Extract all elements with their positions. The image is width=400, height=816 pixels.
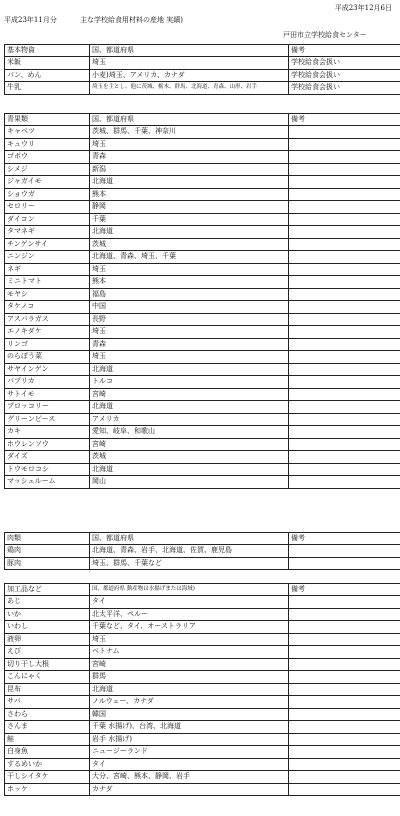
origin-cell: 埼玉 xyxy=(90,351,289,364)
item-name-cell: ネギ xyxy=(5,263,90,276)
origin-cell: 宮崎 xyxy=(90,388,289,401)
item-name-cell: パプリカ xyxy=(5,376,90,389)
item-name-cell: サバ xyxy=(5,696,90,709)
origin-cell: 埼玉 xyxy=(90,138,289,151)
origin-cell: 小麦)埼玉、アメリカ、カナダ xyxy=(90,69,289,82)
table-row xyxy=(5,608,400,621)
remarks-cell xyxy=(289,721,400,734)
remarks-cell xyxy=(289,733,400,746)
remarks-cell xyxy=(289,746,400,759)
remarks-cell xyxy=(289,557,400,570)
remarks-cell xyxy=(289,413,400,426)
item-name-cell: ジャガイモ xyxy=(5,176,90,189)
item-name-cell: グリーンピース xyxy=(5,413,90,426)
origin-cell: アメリカ xyxy=(90,413,289,426)
table-row xyxy=(5,557,400,570)
remarks-cell xyxy=(289,151,400,164)
table-row xyxy=(5,413,400,426)
origin-cell: 韓国 xyxy=(90,708,289,721)
item-name-cell: 液卵 xyxy=(5,633,90,646)
item-name-cell: こんにゃく xyxy=(5,671,90,684)
origin-cell: 埼玉、群馬、千葉など xyxy=(90,557,289,570)
item-name-cell: 鮭 xyxy=(5,733,90,746)
origin-cell: 岩手 水揚げ) xyxy=(90,733,289,746)
table-row xyxy=(5,783,400,796)
remarks-cell xyxy=(289,376,400,389)
document-date: 平成23年12月6日 xyxy=(334,4,392,12)
origin-cell: 埼玉 xyxy=(90,57,289,70)
remarks-cell xyxy=(289,301,400,314)
item-name-cell: セロリー xyxy=(5,201,90,214)
column-header: 備考 xyxy=(289,584,400,596)
item-name-cell: リンゴ xyxy=(5,338,90,351)
table-row xyxy=(5,276,400,289)
remarks-cell xyxy=(289,621,400,634)
remarks-cell xyxy=(289,451,400,464)
origin-cell: 北海道 xyxy=(90,401,289,414)
table-row xyxy=(5,82,400,95)
item-name-cell: ブロッコリー xyxy=(5,401,90,414)
table-row xyxy=(5,226,400,239)
remarks-cell: 学校給食会扱い xyxy=(289,69,400,82)
origin-cell: カナダ xyxy=(90,783,289,796)
item-name-cell: ミニトマト xyxy=(5,276,90,289)
table-row xyxy=(5,326,400,339)
remarks-cell xyxy=(289,201,400,214)
origin-cell: 岡山 xyxy=(90,476,289,489)
origin-cell: 北海道 xyxy=(90,463,289,476)
origin-cell: 宮崎 xyxy=(90,438,289,451)
produce-table xyxy=(4,113,400,489)
remarks-cell: 学校給食会扱い xyxy=(289,82,400,95)
item-name-cell: アスパラガス xyxy=(5,313,90,326)
item-name-cell: サトイモ xyxy=(5,388,90,401)
item-name-cell: サヤインゲン xyxy=(5,363,90,376)
remarks-cell xyxy=(289,126,400,139)
remarks-cell xyxy=(289,363,400,376)
remarks-cell xyxy=(289,463,400,476)
origin-cell: 茨城 xyxy=(90,451,289,464)
remarks-cell xyxy=(289,771,400,784)
origin-cell: 熊本 xyxy=(90,276,289,289)
table-row xyxy=(5,545,400,558)
table-row xyxy=(5,401,400,414)
meat-table xyxy=(4,532,400,570)
table-row xyxy=(5,301,400,314)
origin-cell: 大分、宮崎、熊本、静岡、岩手 xyxy=(90,771,289,784)
table-row xyxy=(5,746,400,759)
origin-cell: 千葉など、タイ、オーストラリア xyxy=(90,621,289,634)
item-name-cell: いか xyxy=(5,608,90,621)
table-row xyxy=(5,188,400,201)
origin-cell: 茨城、群馬、千葉、神奈川 xyxy=(90,126,289,139)
item-name-cell: キュウリ xyxy=(5,138,90,151)
remarks-cell xyxy=(289,545,400,558)
item-name-cell: ダイコン xyxy=(5,213,90,226)
remarks-cell xyxy=(289,683,400,696)
origin-cell: 埼玉 xyxy=(90,263,289,276)
document-title: 主な学校給食用材料の産地 実績) xyxy=(80,16,183,24)
origin-cell: 青森 xyxy=(90,338,289,351)
item-name-cell: 昆布 xyxy=(5,683,90,696)
table-row xyxy=(5,263,400,276)
item-name-cell: 豚肉 xyxy=(5,557,90,570)
table-row xyxy=(5,251,400,264)
item-name-cell: えび xyxy=(5,646,90,659)
origin-cell: 埼玉を主とし、他に茨城、栃木、群馬、北海道、青森、山形、岩手 xyxy=(90,82,289,95)
column-header: 国、都道府県 xyxy=(90,45,289,57)
remarks-cell xyxy=(289,351,400,364)
table-row xyxy=(5,69,400,82)
item-name-cell: あじ xyxy=(5,596,90,609)
origin-cell: ベトナム xyxy=(90,646,289,659)
issuer-name: 戸田市立学校給食センター xyxy=(283,31,367,39)
origin-cell: 北海道 xyxy=(90,176,289,189)
origin-cell: 中国 xyxy=(90,301,289,314)
origin-cell: 北海道、青森、埼玉、千葉 xyxy=(90,251,289,264)
remarks-cell xyxy=(289,658,400,671)
origin-cell: 千葉 xyxy=(90,213,289,226)
column-header: 国、都道府県 xyxy=(90,533,289,545)
remarks-cell xyxy=(289,138,400,151)
column-header: 肉類 xyxy=(5,533,90,545)
column-header: 青果類 xyxy=(5,114,90,126)
table-row xyxy=(5,683,400,696)
origin-cell: 群馬 xyxy=(90,671,289,684)
remarks-cell: 学校給食会扱い xyxy=(289,57,400,70)
origin-cell: 千葉 水揚げ)、台湾、北海道 xyxy=(90,721,289,734)
table-row xyxy=(5,696,400,709)
remarks-cell xyxy=(289,251,400,264)
item-name-cell: ニンジン xyxy=(5,251,90,264)
table-row xyxy=(5,476,400,489)
table-row xyxy=(5,438,400,451)
remarks-cell xyxy=(289,188,400,201)
remarks-cell xyxy=(289,608,400,621)
table-row xyxy=(5,463,400,476)
item-name-cell: ホウレンソウ xyxy=(5,438,90,451)
column-header: 基本物資 xyxy=(5,45,90,57)
origin-cell: 静岡 xyxy=(90,201,289,214)
origin-cell: タイ xyxy=(90,758,289,771)
item-name-cell: するめいか xyxy=(5,758,90,771)
table-row xyxy=(5,658,400,671)
table-row xyxy=(5,213,400,226)
column-header: 備考 xyxy=(289,45,400,57)
table-row xyxy=(5,596,400,609)
table-header-row xyxy=(5,584,400,596)
table-row xyxy=(5,733,400,746)
remarks-cell xyxy=(289,671,400,684)
origin-cell: トルコ xyxy=(90,376,289,389)
remarks-cell xyxy=(289,276,400,289)
item-name-cell: 米飯 xyxy=(5,57,90,70)
table-row xyxy=(5,388,400,401)
item-name-cell: エノキダケ xyxy=(5,326,90,339)
processed-foods-table xyxy=(4,583,400,796)
item-name-cell: ゴボウ xyxy=(5,151,90,164)
item-name-cell: トウモロコシ xyxy=(5,463,90,476)
item-name-cell: パン、めん xyxy=(5,69,90,82)
origin-cell: ニュージーランド xyxy=(90,746,289,759)
remarks-cell xyxy=(289,633,400,646)
table-row xyxy=(5,176,400,189)
item-name-cell: シメジ xyxy=(5,163,90,176)
origin-cell: タイ xyxy=(90,596,289,609)
item-name-cell: カキ xyxy=(5,426,90,439)
table-row xyxy=(5,426,400,439)
remarks-cell xyxy=(289,401,400,414)
origin-cell: 北海道 xyxy=(90,683,289,696)
origin-cell: 熊本 xyxy=(90,188,289,201)
remarks-cell xyxy=(289,326,400,339)
table-row xyxy=(5,376,400,389)
remarks-cell xyxy=(289,783,400,796)
remarks-cell xyxy=(289,696,400,709)
origin-cell: 青森 xyxy=(90,151,289,164)
origin-cell: 北太平洋、ペルー xyxy=(90,608,289,621)
column-header: 国、都道府県 xyxy=(90,114,289,126)
table-row xyxy=(5,708,400,721)
origin-cell: 埼玉 xyxy=(90,326,289,339)
table-row xyxy=(5,621,400,634)
table-row xyxy=(5,151,400,164)
origin-cell: 北海道 xyxy=(90,363,289,376)
column-header: 備考 xyxy=(289,533,400,545)
remarks-cell xyxy=(289,338,400,351)
table-row xyxy=(5,338,400,351)
table-row xyxy=(5,138,400,151)
origin-cell: 福島 xyxy=(90,288,289,301)
table-row xyxy=(5,288,400,301)
table-row xyxy=(5,771,400,784)
table-row xyxy=(5,57,400,70)
remarks-cell xyxy=(289,213,400,226)
remarks-cell xyxy=(289,708,400,721)
item-name-cell: 鶏肉 xyxy=(5,545,90,558)
item-name-cell: モヤシ xyxy=(5,288,90,301)
remarks-cell xyxy=(289,426,400,439)
remarks-cell xyxy=(289,226,400,239)
origin-cell: 埼玉 xyxy=(90,633,289,646)
item-name-cell: 牛乳 xyxy=(5,82,90,95)
item-name-cell: タケノコ xyxy=(5,301,90,314)
table-row xyxy=(5,313,400,326)
remarks-cell xyxy=(289,288,400,301)
column-header: 備考 xyxy=(289,114,400,126)
remarks-cell xyxy=(289,758,400,771)
origin-cell: 新潟 xyxy=(90,163,289,176)
origin-cell: 宮崎 xyxy=(90,658,289,671)
table-row xyxy=(5,201,400,214)
column-header: 国、都道府県 動産物は水揚げまたは海域) xyxy=(90,584,289,596)
remarks-cell xyxy=(289,646,400,659)
item-name-cell: のらぼう菜 xyxy=(5,351,90,364)
remarks-cell xyxy=(289,476,400,489)
item-name-cell: いわし xyxy=(5,621,90,634)
item-name-cell: ショウガ xyxy=(5,188,90,201)
table-row xyxy=(5,633,400,646)
item-name-cell: さわら xyxy=(5,708,90,721)
origin-cell: 北海道、青森、岩手、北海道、佐賀、鹿児島 xyxy=(90,545,289,558)
item-name-cell: タマネギ xyxy=(5,226,90,239)
report-period: 平成23年11月分 xyxy=(4,16,57,24)
item-name-cell: ホッケ xyxy=(5,783,90,796)
table-row xyxy=(5,163,400,176)
item-name-cell: さんま xyxy=(5,721,90,734)
origin-cell: 茨城 xyxy=(90,238,289,251)
item-name-cell: キャベツ xyxy=(5,126,90,139)
table-row xyxy=(5,238,400,251)
table-row xyxy=(5,671,400,684)
remarks-cell xyxy=(289,438,400,451)
origin-cell: 北海道 xyxy=(90,226,289,239)
remarks-cell xyxy=(289,263,400,276)
item-name-cell: 切り干し大根 xyxy=(5,658,90,671)
table-row xyxy=(5,758,400,771)
table-row xyxy=(5,721,400,734)
table-row xyxy=(5,363,400,376)
item-name-cell: マッシュルーム xyxy=(5,476,90,489)
origin-cell: 長野 xyxy=(90,313,289,326)
table-header-row xyxy=(5,45,400,57)
table-header-row xyxy=(5,533,400,545)
table-header-row xyxy=(5,114,400,126)
table-row xyxy=(5,646,400,659)
remarks-cell xyxy=(289,176,400,189)
remarks-cell xyxy=(289,596,400,609)
item-name-cell: 干しシイタケ xyxy=(5,771,90,784)
table-row xyxy=(5,451,400,464)
remarks-cell xyxy=(289,313,400,326)
table-row xyxy=(5,351,400,364)
column-header: 加工品など xyxy=(5,584,90,596)
item-name-cell: 白身魚 xyxy=(5,746,90,759)
origin-cell: ノルウェー、カナダ xyxy=(90,696,289,709)
item-name-cell: チンゲンサイ xyxy=(5,238,90,251)
item-name-cell: ダイズ xyxy=(5,451,90,464)
remarks-cell xyxy=(289,238,400,251)
table-row xyxy=(5,126,400,139)
remarks-cell xyxy=(289,388,400,401)
remarks-cell xyxy=(289,163,400,176)
basic-supplies-table xyxy=(4,44,400,95)
origin-cell: 愛知、岐阜、和歌山 xyxy=(90,426,289,439)
